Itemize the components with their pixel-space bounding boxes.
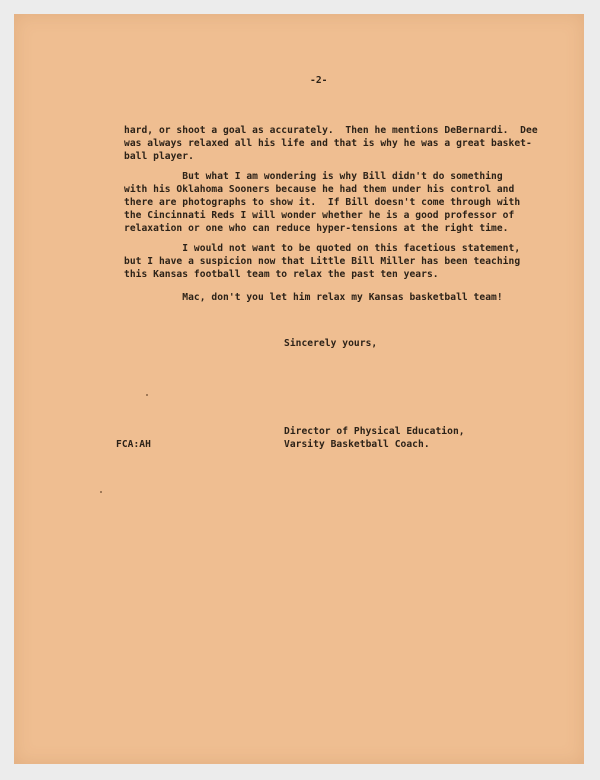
body-line: But what I am wondering is why Bill didn't do something: [124, 171, 503, 182]
body-line: this Kansas football team to relax the past ten years.: [124, 269, 439, 280]
closing: Sincerely yours,: [284, 338, 378, 349]
typist-initials: FCA:AH: [116, 439, 151, 450]
paper-speck: [100, 491, 102, 493]
body-line: but I have a suspicion now that Little Bill Miller has been teaching: [124, 256, 521, 267]
body-line: hard, or shoot a goal as accurately. Then he mentions DeBernardi. Dee: [124, 125, 538, 136]
body-line: there are photographs to show it. If Bill doesn't come through with: [124, 197, 521, 208]
paper-speck: [146, 394, 148, 396]
body-line: Mac, don't you let him relax my Kansas basketball team!: [124, 292, 503, 303]
signature-title: Director of Physical Education,: [284, 426, 465, 437]
body-line: the Cincinnati Reds I will wonder whether he is a good professor of: [124, 210, 515, 221]
body-line: was always relaxed all his life and that is why he was a great basket-: [124, 138, 532, 149]
letter-page: [14, 14, 584, 764]
body-line: ball player.: [124, 151, 194, 162]
body-line: I would not want to be quoted on this facetious statement,: [124, 243, 521, 254]
body-line: with his Oklahoma Sooners because he had them under his control and: [124, 184, 515, 195]
signature-title: Varsity Basketball Coach.: [284, 439, 430, 450]
page-number: -2-: [310, 75, 328, 86]
body-line: relaxation or one who can reduce hyper-tensions at the right time.: [124, 223, 509, 234]
